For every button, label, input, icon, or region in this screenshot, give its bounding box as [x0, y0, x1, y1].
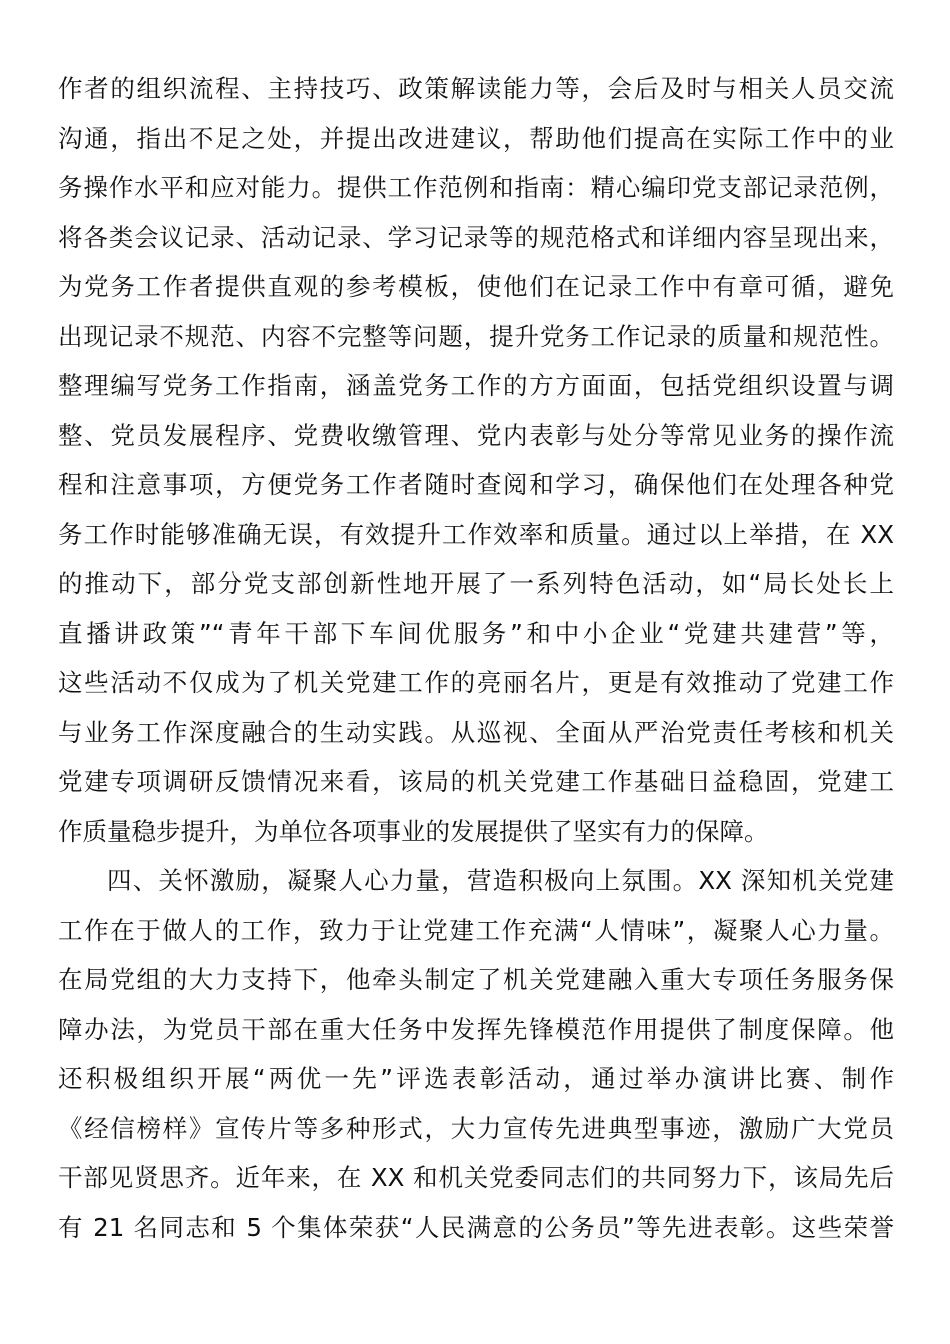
text-line: 出现记录不规范、内容不完整等问题，提升党务工作记录的质量和规范性。	[58, 321, 894, 351]
text-line: 整理编写党务工作指南，涵盖党务工作的方方面面，包括党组织设置与调	[58, 371, 894, 400]
text-line: 还积极组织开展“两优一先”评选表彰活动，通过举办演讲比赛、制作	[58, 1064, 894, 1093]
text-line: 务操作水平和应对能力。提供工作范例和指南：精心编印党支部记录范例，	[58, 173, 894, 202]
text-line: 直播讲政策”“青年干部下车间优服务”和中小企业“党建共建营”等，	[58, 618, 894, 648]
text-line: 这些活动不仅成为了机关党建工作的亮丽名片，更是有效推动了党建工作	[58, 668, 894, 697]
paragraph-section-four	[58, 856, 894, 1252]
text-line: 为党务工作者提供直观的参考模板，使他们在记录工作中有章可循，避免	[58, 272, 894, 301]
text-line: 整、党员发展程序、党费收缴管理、党内表彰与处分等常见业务的操作流	[58, 420, 894, 450]
text-line: 在局党组的大力支持下，他牵头制定了机关党建融入重大专项任务服务保	[58, 965, 894, 994]
text-line: 党建专项调研反馈情况来看，该局的机关党建工作基础日益稳固，党建工	[58, 767, 894, 796]
text-line: 程和注意事项，方便党务工作者随时查阅和学习，确保他们在处理各种党	[58, 470, 894, 499]
text-line: 工作在于做人的工作，致力于让党建工作充满“人情味”，凝聚人心力量。	[58, 915, 894, 945]
text-line: 的推动下，部分党支部创新性地开展了一系列特色活动，如“局长处长上	[58, 569, 894, 598]
text-line: 干部见贤思齐。近年来，在 XX 和机关党委同志们的共同努力下，该局先后	[58, 1163, 894, 1192]
text-line: 《经信榜样》宣传片等多种形式，大力宣传先进典型事迹，激励广大党员	[58, 1113, 894, 1143]
text-line: 将各类会议记录、活动记录、学习记录等的规范格式和详细内容呈现出来，	[58, 222, 894, 252]
text-line: 沟通，指出不足之处，并提出改进建议，帮助他们提高在实际工作中的业	[58, 123, 894, 153]
paragraph-continued	[58, 64, 894, 856]
text-line: 作质量稳步提升，为单位各项事业的发展提供了坚实有力的保障。	[58, 816, 769, 846]
text-line: 作者的组织流程、主持技巧、政策解读能力等，会后及时与相关人员交流	[58, 74, 894, 103]
text-line: 务工作时能够准确无误，有效提升工作效率和质量。通过以上举措，在 XX	[58, 519, 894, 549]
text-line: 障办法，为党员干部在重大任务中发挥先锋模范作用提供了制度保障。他	[58, 1014, 894, 1044]
section-heading-line: 四、关怀激励，凝聚人心力量，营造积极向上氛围。XX 深知机关党建	[107, 866, 894, 895]
text-line: 有 21 名同志和 5 个集体荣获“人民满意的公务员”等先进表彰。这些荣誉	[58, 1212, 894, 1242]
text-line: 与业务工作深度融合的生动实践。从巡视、全面从严治党责任考核和机关	[58, 717, 894, 747]
